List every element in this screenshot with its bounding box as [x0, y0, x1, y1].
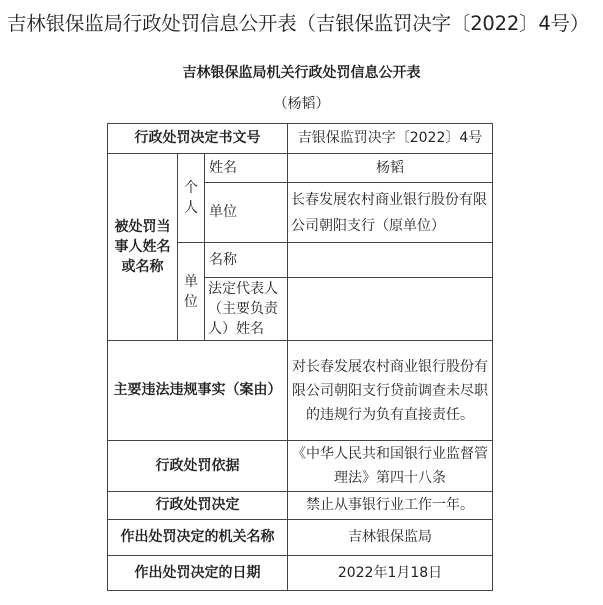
- entity-name-label: 名称: [205, 243, 288, 278]
- penalty-info-table: [107, 123, 493, 591]
- legal-rep-value: [288, 278, 493, 341]
- page-title: 吉林银保监局行政处罚信息公开表（吉银保监罚决字〔2022〕4号）: [7, 12, 590, 35]
- entity-name-value: [288, 243, 493, 278]
- decision-value: 禁止从事银行业工作一年。: [288, 492, 493, 520]
- person-name-caption: （杨韬）: [273, 96, 330, 112]
- doc-no-value: 吉银保监罚决字〔2022〕4号: [288, 124, 493, 154]
- date-value: 2022年1月18日: [288, 556, 493, 591]
- name-label: 姓名: [205, 154, 288, 183]
- unit-value: 长春发展农村商业银行股份有限公司朝阳支行（原单位）: [288, 183, 493, 243]
- party-label: 被处罚当事人姓名或名称: [108, 154, 178, 341]
- basis-label: 行政处罚依据: [108, 441, 288, 492]
- facts-label: 主要违法违规事实（案由）: [108, 341, 288, 441]
- basis-value: 《中华人民共和国银行业监督管理法》第四十八条: [288, 441, 493, 492]
- date-label: 作出处罚决定的日期: [108, 556, 288, 591]
- legal-rep-label: 法定代表人（主要负责人）姓名: [205, 278, 288, 341]
- entity-label: 单位: [178, 243, 205, 341]
- decision-label: 行政处罚决定: [108, 492, 288, 520]
- authority-value: 吉林银保监局: [288, 520, 493, 556]
- name-value: 杨韬: [288, 154, 493, 183]
- individual-label: 个人: [178, 154, 205, 243]
- doc-no-label: 行政处罚决定书文号: [108, 124, 288, 154]
- authority-label: 作出处罚决定的机关名称: [108, 520, 288, 556]
- unit-label: 单位: [205, 183, 288, 243]
- facts-value: 对长春发展农村商业银行股份有限公司朝阳支行贷前调查未尽职的违规行为负有直接责任。: [288, 341, 493, 441]
- table-title: 吉林银保监局机关行政处罚信息公开表: [182, 65, 421, 81]
